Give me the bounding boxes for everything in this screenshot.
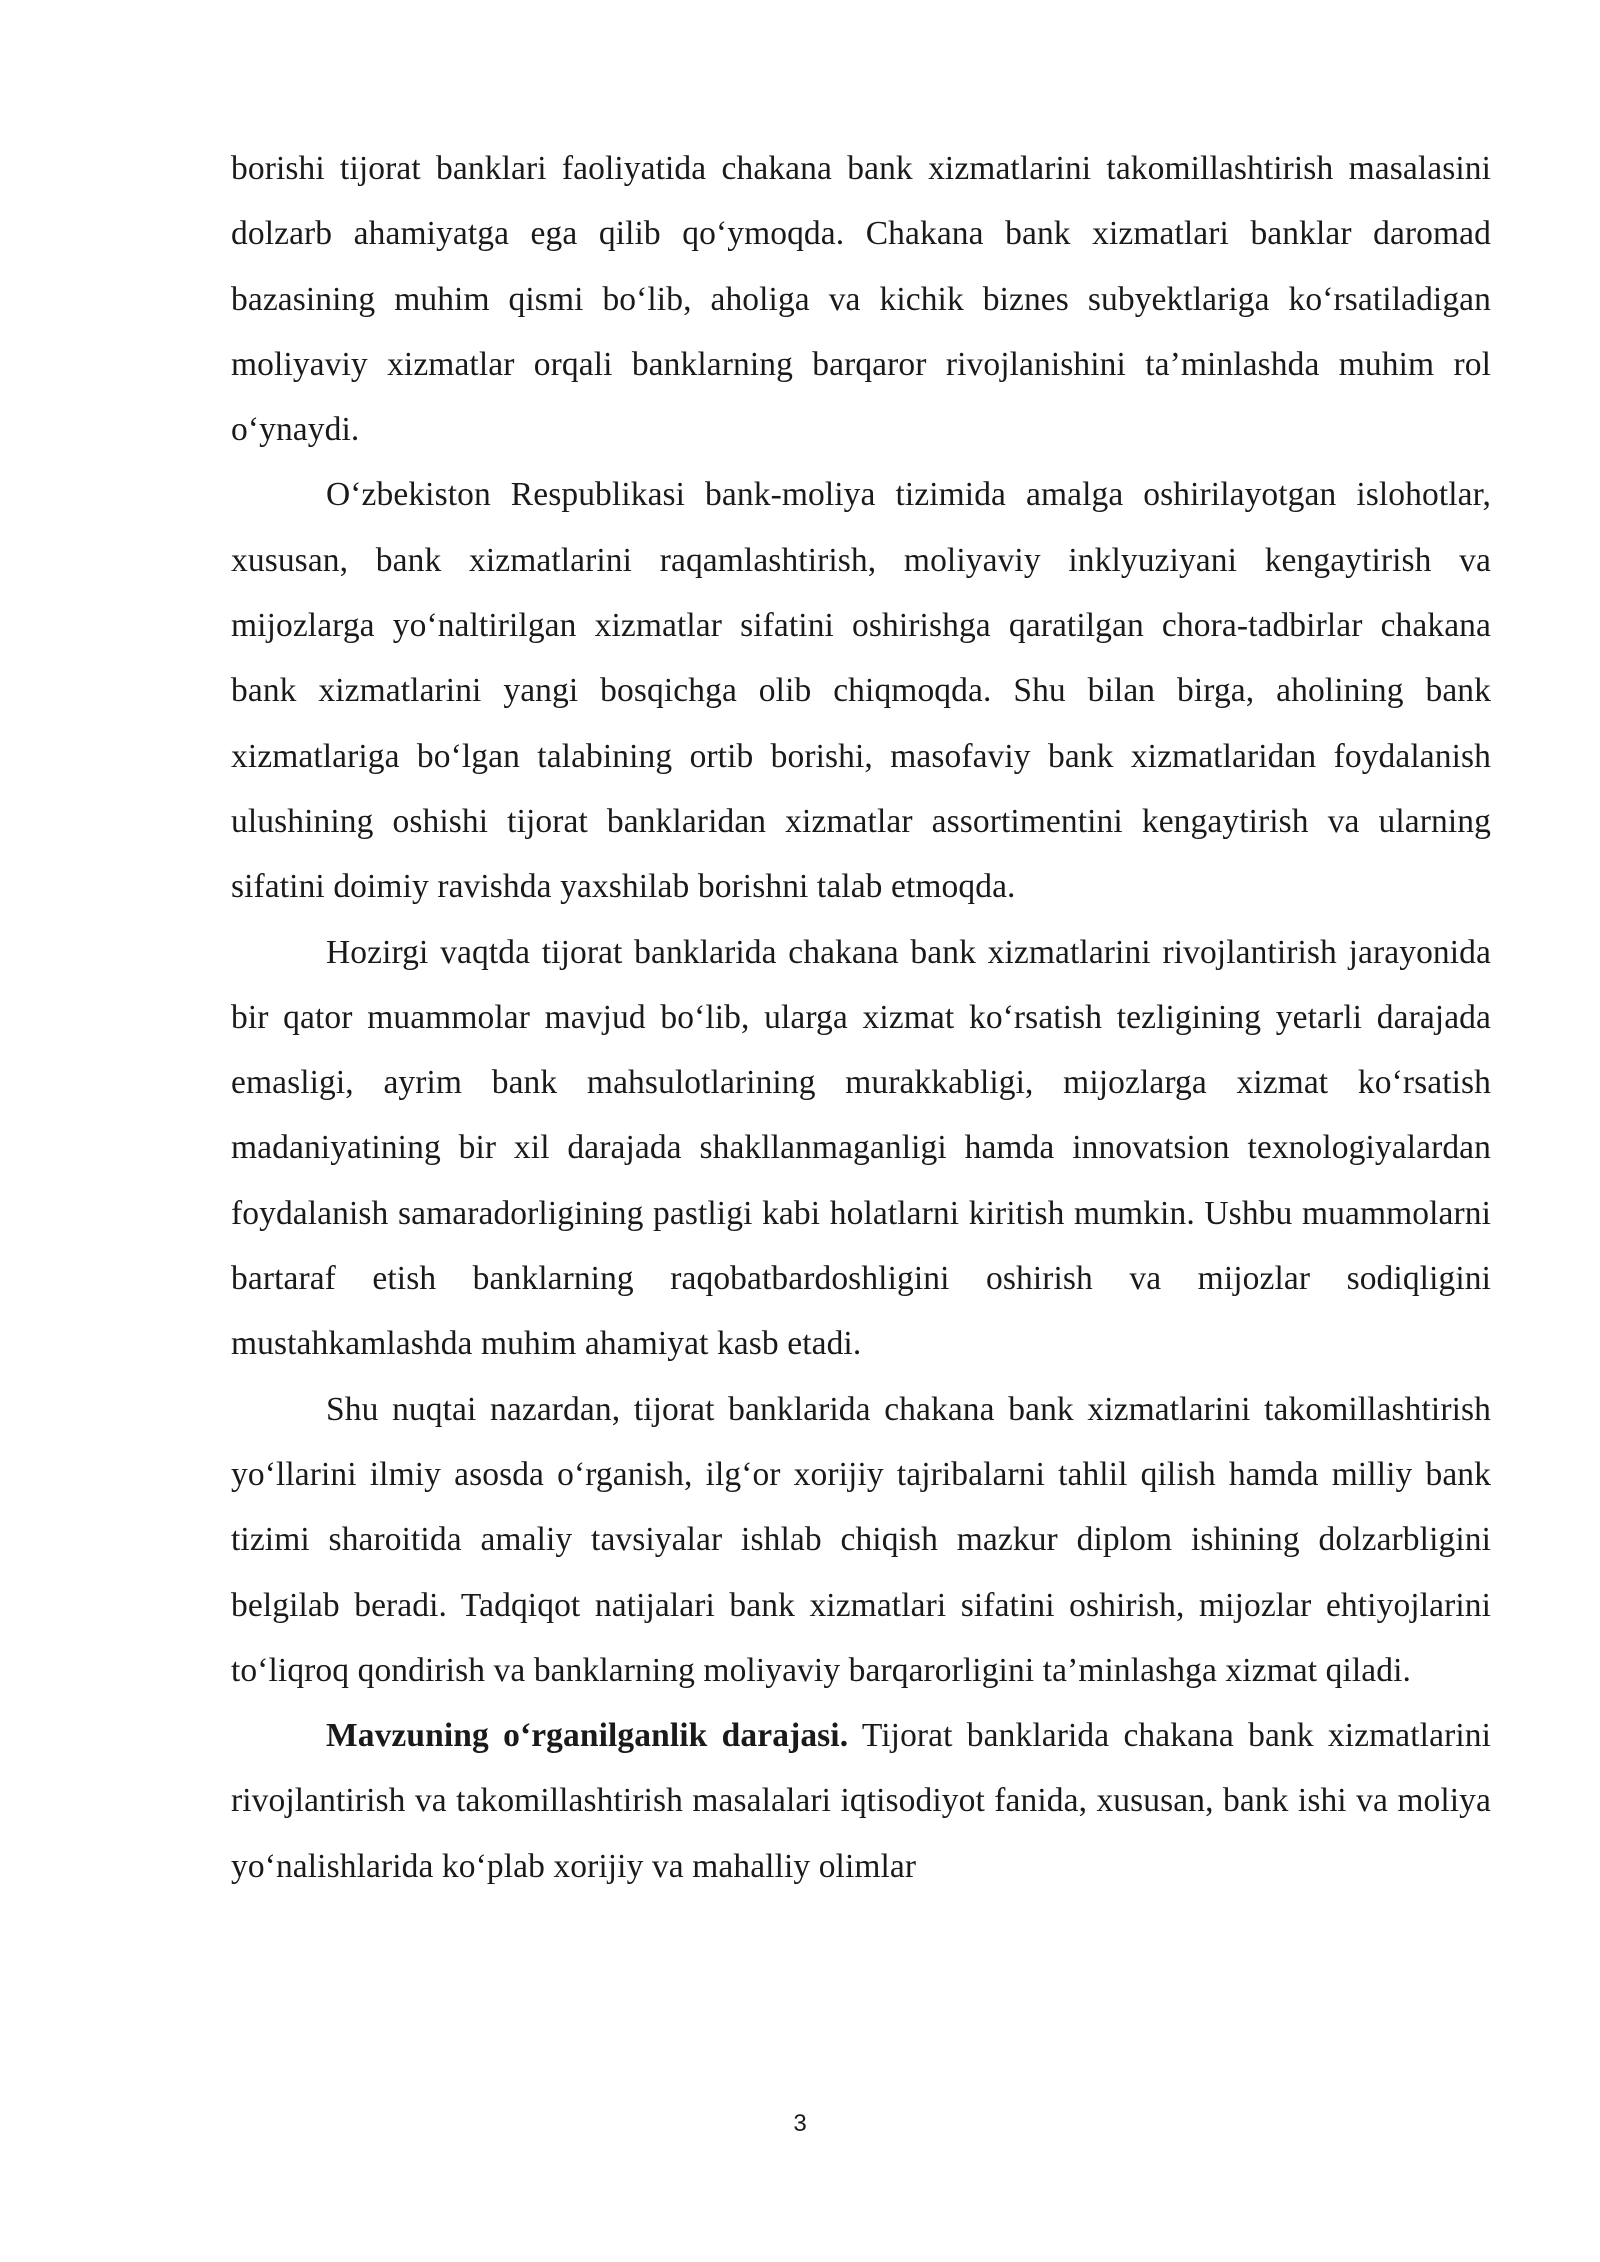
- paragraph-study-level: [231, 1703, 1491, 1899]
- paragraph-problems: [231, 920, 1491, 1377]
- paragraph-relevance: [231, 1377, 1491, 1703]
- paragraph-continuation: [231, 136, 1491, 462]
- paragraph-text: Tijorat banklarida chakana bank xizmatlarini rivojlantirish va takomillashtirish masalalari iqtisodiyot fanida, xususan, bank ishi va moliya yo‘nalishlarida ko‘plab xorijiy va mahalliy olimlar: [231, 1717, 1491, 1885]
- paragraph-text: borishi tijorat banklari faoliyatida chakana bank xizmatlarini takomillashtirish masalasini dolzarb ahamiyatga ega qilib qo‘ymoqda. Chakana bank xizmatlari banklar daromad bazasining muhim qismi bo‘lib, aholiga va kichik biznes subyektlariga ko‘rsatiladigan moliyaviy xizmatlar orqali banklarning barqaror rivojlanishini ta’minlashda muhim rol o‘ynaydi.: [231, 150, 1491, 449]
- body-text: [231, 136, 1491, 1899]
- paragraph-text: Shu nuqtai nazardan, tijorat banklarida chakana bank xizmatlarini takomillashtirish yo‘llarini ilmiy asosda o‘rganish, ilg‘or xorijiy tajribalarni tahlil qilish hamda milliy bank tizimi sharoitida amaliy tavsiyalar ishlab chiqish mazkur diplom ishining dolzarbligini belgilab beradi. Tadqiqot natijalari bank xizmatlari sifatini oshirish, mijozlar ehtiyojlarini to‘liqroq qondirish va banklarning moliyaviy barqarorligini ta’minlashga xizmat qiladi.: [231, 1390, 1491, 1689]
- paragraph-text: O‘zbekiston Respublikasi bank-moliya tizimida amalga oshirilayotgan islohotlar, xususan, bank xizmatlarini raqamlashtirish, moliyaviy inklyuziyani kengaytirish va mijozlarga yo‘naltirilgan xizmatlar sifatini oshirishga qaratilgan chora-tadbirlar chakana bank xizmatlarini yangi bosqichga olib chiqmoqda. Shu bilan birga, aholining bank xizmatlariga bo‘lgan talabining ortib borishi, masofaviy bank xizmatlaridan foydalanish ulushining oshishi tijorat banklaridan xizmatlar assortimentini kengaytirish va ularning sifatini doimiy ravishda yaxshilab borishni talab etmoqda.: [231, 476, 1491, 906]
- section-heading-inline: Mavzuning o‘rganilganlik darajasi.: [326, 1717, 849, 1755]
- paragraph-reforms: [231, 462, 1491, 919]
- page-number: 3: [793, 2110, 807, 2137]
- paragraph-text: Hozirgi vaqtda tijorat banklarida chakana bank xizmatlarini rivojlantirish jarayonida bir qator muammolar mavjud bo‘lib, ularga xizmat ko‘rsatish tezligining yetarli darajada emasligi, ayrim bank mahsulotlarining murakkabligi, mijozlarga xizmat ko‘rsatish madaniyatining bir xil darajada shakllanmaganligi hamda innovatsion texnologiyalardan foydalanish samaradorligining pastligi kabi holatlarni kiritish mumkin. Ushbu muammolarni bartaraf etish banklarning raqobatbardoshligini oshirish va mijozlar sodiqligini mustahkamlashda muhim ahamiyat kasb etadi.: [231, 933, 1491, 1363]
